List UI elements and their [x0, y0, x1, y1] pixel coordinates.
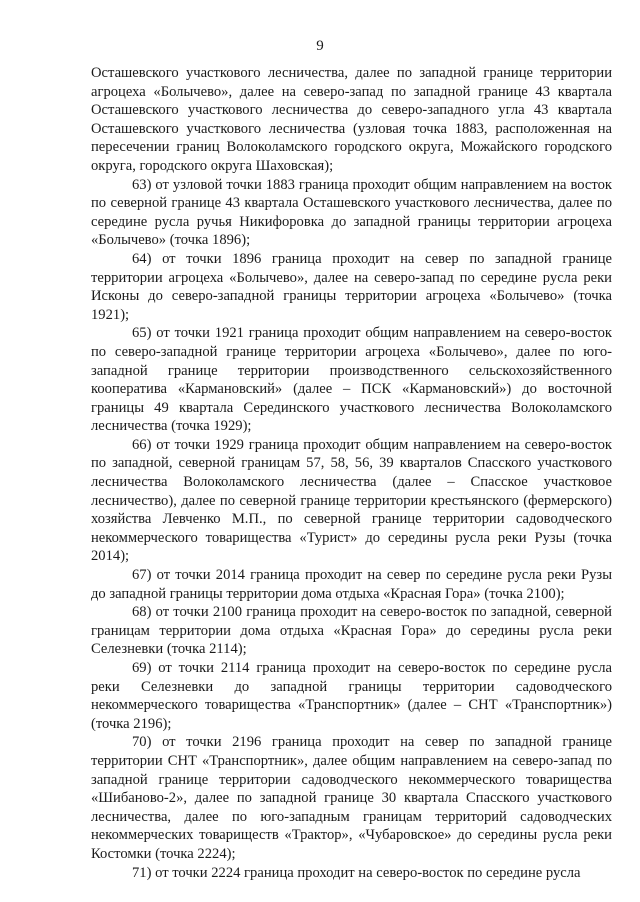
paragraph-item-69: 69) от точки 2114 граница проходит на северо-восток по середине русла реки Селезневки до западной границы территории садоводческого некоммерческого товарищества «Транспортник» (далее – СНТ «Транспортник») (точка 2196); — [91, 660, 612, 732]
paragraph-item-70: 70) от точки 2196 граница проходит на север по западной границе территории СНТ «Транспортник», далее общим направлением на северо-запад по западной границе территории садоводческого некоммерческого товарищества «Шибаново-2», далее по западной границе 30 квартала Спасского участкового лесничества, далее по юго-западным границам территорий садоводческих некоммерческих товариществ «Трактор», «Чубаровское» до середины русла реки Костомки (точка 2224); — [91, 734, 612, 862]
paragraph-continuation: Осташевского участкового лесничества, далее по западной границе территории агроцеха «Болычево», далее на северо-запад по западной границе 43 квартала Осташевского участкового лесничества до северо-западного угла 43 квартала Осташевского участкового лесничества (узловая точка 1883, расположенная на пересечении границ Волоколамского городского округа, Можайского городского округа, городского округа Шаховская); — [91, 65, 612, 174]
paragraph-item-63: 63) от узловой точки 1883 граница проходит общим направлением на восток по северной границе 43 квартала Осташевского участкового лесничества, далее по середине русла ручья Никифоровка до западной границы территории агроцеха «Болычево» (точка 1896); — [91, 176, 612, 249]
paragraph-item-67: 67) от точки 2014 граница проходит на север по середине русла реки Рузы до западной границы территории дома отдыха «Красная Гора» (точка 2100); — [91, 567, 612, 602]
paragraph-item-64: 64) от точки 1896 граница проходит на север по западной границе территории агроцеха «Болычево», далее на северо-запад по середине русла реки Исконы до северо-западной границы территории агроцеха «Болычево» (точка 1921); — [91, 250, 612, 323]
document-body — [91, 64, 612, 882]
page-number: 9 — [316, 38, 324, 54]
paragraph-item-68: 68) от точки 2100 граница проходит на северо-восток по западной, северной границам территории дома отдыха «Красная Гора» до середины русла реки Селезневки (точка 2114); — [91, 604, 612, 658]
paragraph-item-71: 71) от точки 2224 граница проходит на северо-восток по середине русла — [132, 864, 581, 881]
paragraph-item-65: 65) от точки 1921 граница проходит общим направлением на северо-восток по северо-западной границе территории агроцеха «Болычево», далее по юго-западной границе территории производственного сельскохозяйственного кооператива «Кармановский» (далее – ПСК «Кармановский») до восточной границы 49 квартала Серединского участкового лесничества Волоколамского лесничества (точка 1929); — [91, 325, 612, 435]
paragraph-item-66: 66) от точки 1929 граница проходит общим направлением на северо-восток по западной, северной границам 57, 58, 56, 39 кварталов Спасского участкового лесничества Волоколамского лесничества (далее – Спасское участковое лесничество), далее по северной границе территории крестьянского (фермерского) хозяйства Левченко М.П., по северной границе территории садоводческого некоммерческого товарищества «Турист» до середины русла реки Рузы (точка 2014); — [91, 436, 612, 565]
